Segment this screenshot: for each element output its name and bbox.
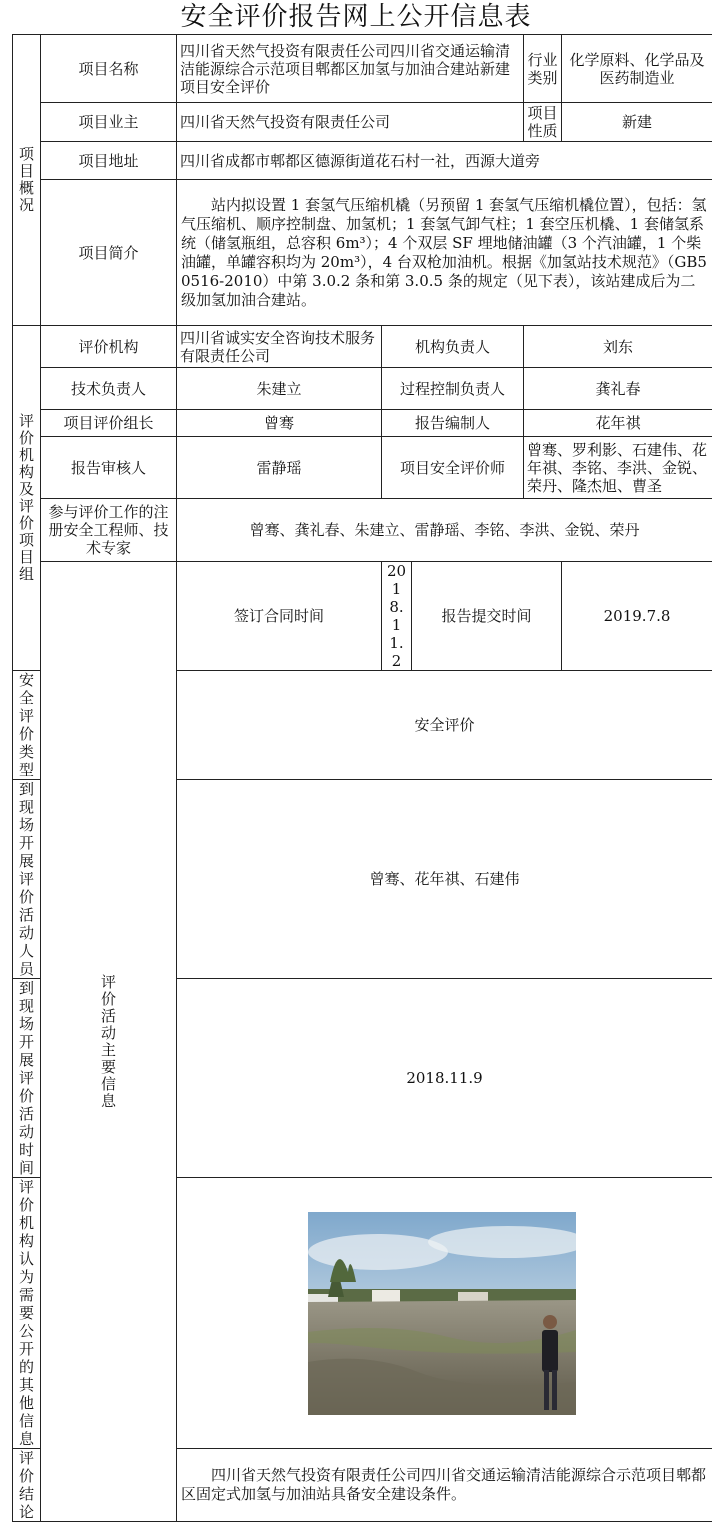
section-activities: 评价活动主要信息: [41, 562, 177, 1522]
page-title: 安全评价报告网上公开信息表: [0, 0, 712, 34]
project-name-label: 项目名称: [41, 35, 177, 103]
address-value: 四川省成都市郫都区德源街道花石村一社，西源大道旁: [177, 142, 712, 180]
nature-value: 新建: [562, 103, 712, 142]
org-value: 四川省诚实安全咨询技术服务有限责任公司: [177, 326, 382, 368]
reviewer-value: 雷静瑶: [177, 437, 382, 499]
section-agency: 评价机构及评价项目组: [13, 326, 41, 671]
submit-value: 2019.7.8: [562, 562, 712, 671]
owner-value: 四川省天然气投资有限责任公司: [177, 103, 524, 142]
evaluators-label: 项目安全评价师: [382, 437, 524, 499]
leader-value: 曾骞: [177, 410, 382, 437]
site-photo-image: [308, 1212, 576, 1415]
conclusion-value: 四川省天然气投资有限责任公司四川省交通运输清洁能源综合示范项目郫都区固定式加氢与加油站具备安全建设条件。: [177, 1449, 712, 1522]
evaluators-value: 曾骞、罗利影、石建伟、花年祺、李铭、李洪、金锐、荣丹、隆杰旭、曹圣: [524, 437, 712, 499]
section-overview: 项目概况: [13, 35, 41, 326]
conclusion-label: 评价结论: [13, 1449, 41, 1522]
other-label: 评价机构认为需要公开的其他信息: [13, 1178, 41, 1449]
type-label: 安全评价类型: [13, 671, 41, 780]
time-value: 2018.11.9: [177, 979, 712, 1178]
staff-value: 曾骞、花年祺、石建伟: [177, 780, 712, 979]
nature-label: 项目性质: [524, 103, 562, 142]
info-table: [12, 34, 712, 1522]
engineers-value: 曾骞、龚礼春、朱建立、雷静瑶、李铭、李洪、金锐、荣丹: [177, 499, 712, 562]
head-value: 刘东: [524, 326, 712, 368]
time-label: 到现场开展评价活动时间: [13, 979, 41, 1178]
site-photo-cell: [177, 1178, 712, 1449]
owner-label: 项目业主: [41, 103, 177, 142]
leader-label: 项目评价组长: [41, 410, 177, 437]
project-name-value: 四川省天然气投资有限责任公司四川省交通运输清洁能源综合示范项目郫都区加氢与加油合建站新建项目安全评价: [177, 35, 524, 103]
intro-value: 站内拟设置 1 套氢气压缩机橇（另预留 1 套氢气压缩机橇位置），包括：氢气压缩机、顺序控制盘、加氢机；1 套氢气卸气柱；1 套空压机橇、1 套储氢系统（储氢瓶组，总容积 6m³）；4 个双层 SF 埋地储油罐（3 个汽油罐，1 个柴油罐，单罐容积均为 20m³），4 台双枪加油机。根据《加氢站技术规范》（GB50516-2010）中第 3.0.2 条和第 3.0.5 条的规定（见下表），该站建成后为二级加氢加油合建站。: [177, 180, 712, 326]
engineers-label: 参与评价工作的注册安全工程师、技术专家: [41, 499, 177, 562]
process-value: 龚礼春: [524, 368, 712, 410]
contract-label: 签订合同时间: [177, 562, 382, 671]
staff-label: 到现场开展评价活动人员: [13, 780, 41, 979]
type-value: 安全评价: [177, 671, 712, 780]
org-label: 评价机构: [41, 326, 177, 368]
submit-label: 报告提交时间: [412, 562, 562, 671]
process-label: 过程控制负责人: [382, 368, 524, 410]
intro-label: 项目简介: [41, 180, 177, 326]
author-value: 花年祺: [524, 410, 712, 437]
contract-value: 2018.11.2: [382, 562, 412, 671]
tech-value: 朱建立: [177, 368, 382, 410]
author-label: 报告编制人: [382, 410, 524, 437]
reviewer-label: 报告审核人: [41, 437, 177, 499]
industry-value: 化学原料、化学品及医药制造业: [562, 35, 712, 103]
industry-label: 行业类别: [524, 35, 562, 103]
address-label: 项目地址: [41, 142, 177, 180]
site-photo: [308, 1212, 576, 1415]
tech-label: 技术负责人: [41, 368, 177, 410]
head-label: 机构负责人: [382, 326, 524, 368]
